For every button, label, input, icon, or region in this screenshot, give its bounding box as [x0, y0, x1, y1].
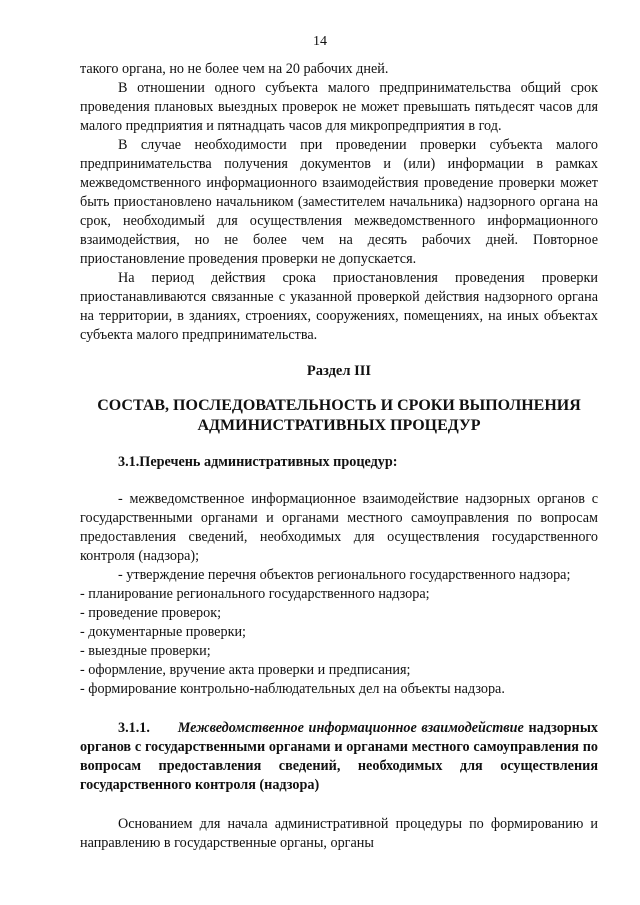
paragraph-continuation: такого органа, но не более чем на 20 рабочих дней.	[80, 61, 389, 77]
list-item: - оформление, вручение акта проверки и предписания;	[80, 662, 411, 678]
list-item: - планирование регионального государственного надзора;	[80, 586, 430, 602]
paragraph-suspension-period: На период действия срока приостановления проведения проверки приостанавливаются связанные с указанной проверкой действия надзорного органа на территории, в зданиях, строениях, сооружениях, помещениях, на иных объектах субъекта малого предпринимательства.	[80, 270, 598, 343]
list-item: - утверждение перечня объектов регионального государственного надзора;	[118, 567, 571, 583]
paragraph-suspension: В случае необходимости при проведении проверки субъекта малого предпринимательства получения документов и (или) информации в рамках межведомственного информационного взаимодействия проведение проверки может быть приостановлено начальником (заместителем начальника) надзорного органа на срок, необходимый для осуществления межведомственного информационного взаимодействия, но не более чем на десять рабочих дней. Повторное приостановление проведения проверки не допускается.	[80, 137, 598, 267]
list-item: - формирование контрольно-наблюдательных дел на объекты надзора.	[80, 681, 505, 697]
subsection-3-1-1-heading	[80, 719, 598, 795]
subsection-rest: надзорных органов с государственными органами и органами местного самоуправления по вопросам предоставления сведений, необходимых для осуществления государственного контроля (надзора)	[80, 720, 599, 793]
subsection-number: 3.1.1.	[118, 720, 150, 736]
subsection-italic-lead: Межведомственное информационное взаимодействие	[177, 720, 524, 736]
section-title: СОСТАВ, ПОСЛЕДОВАТЕЛЬНОСТЬ И СРОКИ ВЫПОЛНЕНИЯ АДМИНИСТРАТИВНЫХ ПРОЦЕДУР	[97, 397, 581, 434]
section-label: Раздел III	[306, 363, 372, 379]
page-content	[80, 60, 598, 853]
page-number: 14	[313, 34, 327, 49]
procedure-list	[80, 490, 598, 699]
subsection-heading: 3.1.Перечень административных процедур:	[118, 454, 398, 470]
list-item: - межведомственное информационное взаимодействие надзорных органов с государственными органами и органами местного самоуправления по вопросам предоставления сведений, необходимых для осуществления государственного контроля (надзора);	[80, 491, 598, 564]
list-item: - проведение проверок;	[80, 605, 222, 621]
list-item: - выездные проверки;	[80, 643, 211, 659]
list-item: - документарные проверки;	[80, 624, 246, 640]
paragraph-basis: Основанием для начала административной процедуры по формированию и направлению в государственные органы, органы	[80, 816, 598, 851]
paragraph-inspection-limit: В отношении одного субъекта малого предпринимательства общий срок проведения плановых выездных проверок не может превышать пятьдесят часов для малого предприятия и пятнадцать часов для микропредприятия в год.	[80, 80, 598, 134]
